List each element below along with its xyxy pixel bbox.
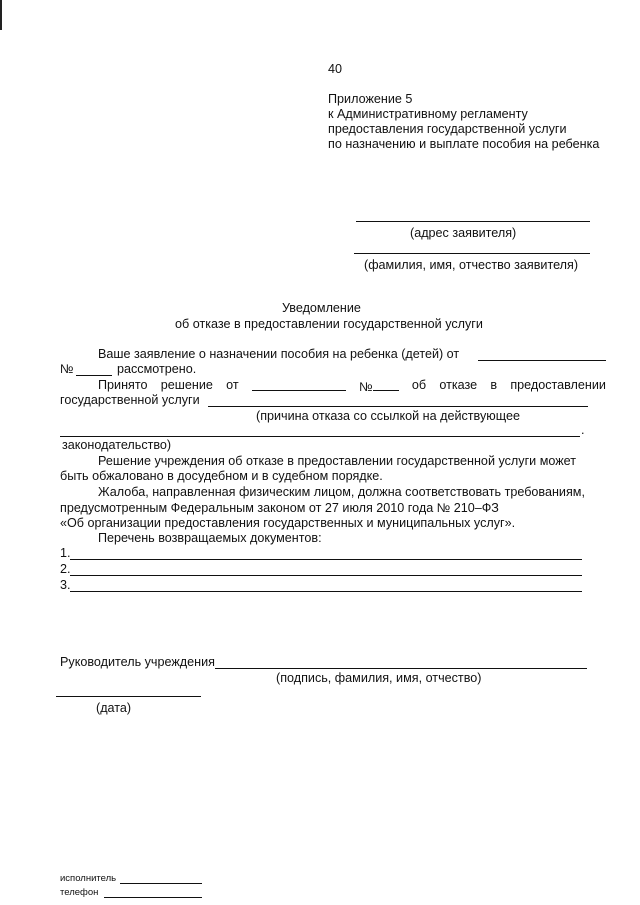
p2-word: от: [226, 378, 239, 392]
date-line: [56, 696, 201, 697]
p1-date-line: [478, 360, 606, 361]
head-signature-line: [215, 668, 587, 669]
p2-word: Принято: [98, 378, 148, 392]
p2-word: об: [411, 378, 427, 392]
applicant-address-line: [356, 221, 590, 222]
docs-item-number: 2.: [60, 562, 71, 576]
reason-line-1: [208, 406, 588, 407]
p2-date-blank: [252, 378, 346, 391]
p4-line-1: Жалоба, направленная физическим лицом, должна соответствовать требованиям,: [98, 485, 585, 499]
p3-line-1: Решение учреждения об отказе в предоставлении государственной услуги может: [98, 454, 576, 468]
p1-text: Ваше заявление о назначении пособия на ребенка (детей) от: [98, 347, 460, 361]
appendix-line-1: Приложение 5: [328, 92, 413, 106]
p4-line-3: «Об организации предоставления государственных и муниципальных услуг».: [60, 516, 516, 530]
reason-line-2: [60, 436, 580, 437]
p2-number-group: [359, 378, 399, 395]
p2-number-sign: №: [359, 380, 373, 394]
p2-word: предоставлении: [510, 378, 606, 392]
reason-dot: .: [581, 423, 585, 437]
page-number: 40: [328, 62, 343, 76]
p1-number-sign: №: [60, 362, 74, 376]
applicant-name-caption: (фамилия, имя, отчество заявителя): [364, 258, 579, 272]
docs-heading: Перечень возвращаемых документов:: [98, 531, 322, 545]
docs-item-number: 1.: [60, 546, 71, 560]
appendix-line-4: по назначению и выплате пособия на ребенка: [328, 137, 600, 151]
docs-item-line: [70, 591, 582, 592]
reason-end: законодательство): [62, 438, 172, 452]
p2-word: в: [490, 378, 498, 392]
notice-subtitle: об отказе в предоставлении государственной услуги: [175, 317, 483, 331]
phone-label: телефон: [60, 887, 99, 898]
head-label: Руководитель учреждения: [60, 655, 215, 669]
appendix-line-2: к Административному регламенту: [328, 107, 528, 121]
p3-line-2: быть обжаловано в досудебном и в судебном порядке.: [60, 469, 383, 483]
phone-line: [104, 897, 202, 898]
applicant-address-caption: (адрес заявителя): [410, 226, 517, 240]
head-caption: (подпись, фамилия, имя, отчество): [276, 671, 482, 685]
p2-word: решение: [160, 378, 213, 392]
docs-item-number: 3.: [60, 578, 71, 592]
applicant-name-line: [354, 253, 590, 254]
executor-line: [120, 883, 202, 884]
p4-line-2: предусмотренным Федеральным законом от 27 июля 2010 года № 210–ФЗ: [60, 501, 499, 515]
p2-line-2: государственной услуги: [60, 393, 200, 407]
p1-end: рассмотрено.: [117, 362, 197, 376]
docs-item-line: [70, 559, 582, 560]
scan-edge-mark: [0, 0, 2, 30]
docs-item-line: [70, 575, 582, 576]
p1-number-line: [76, 375, 112, 376]
date-caption: (дата): [96, 701, 132, 715]
notice-title: Уведомление: [282, 301, 361, 315]
p2-number-blank: [373, 378, 399, 391]
appendix-line-3: предоставления государственной услуги: [328, 122, 567, 136]
executor-label: исполнитель: [60, 873, 117, 884]
p2-word: отказе: [439, 378, 478, 392]
reason-caption: (причина отказа со ссылкой на действующее: [256, 409, 520, 423]
